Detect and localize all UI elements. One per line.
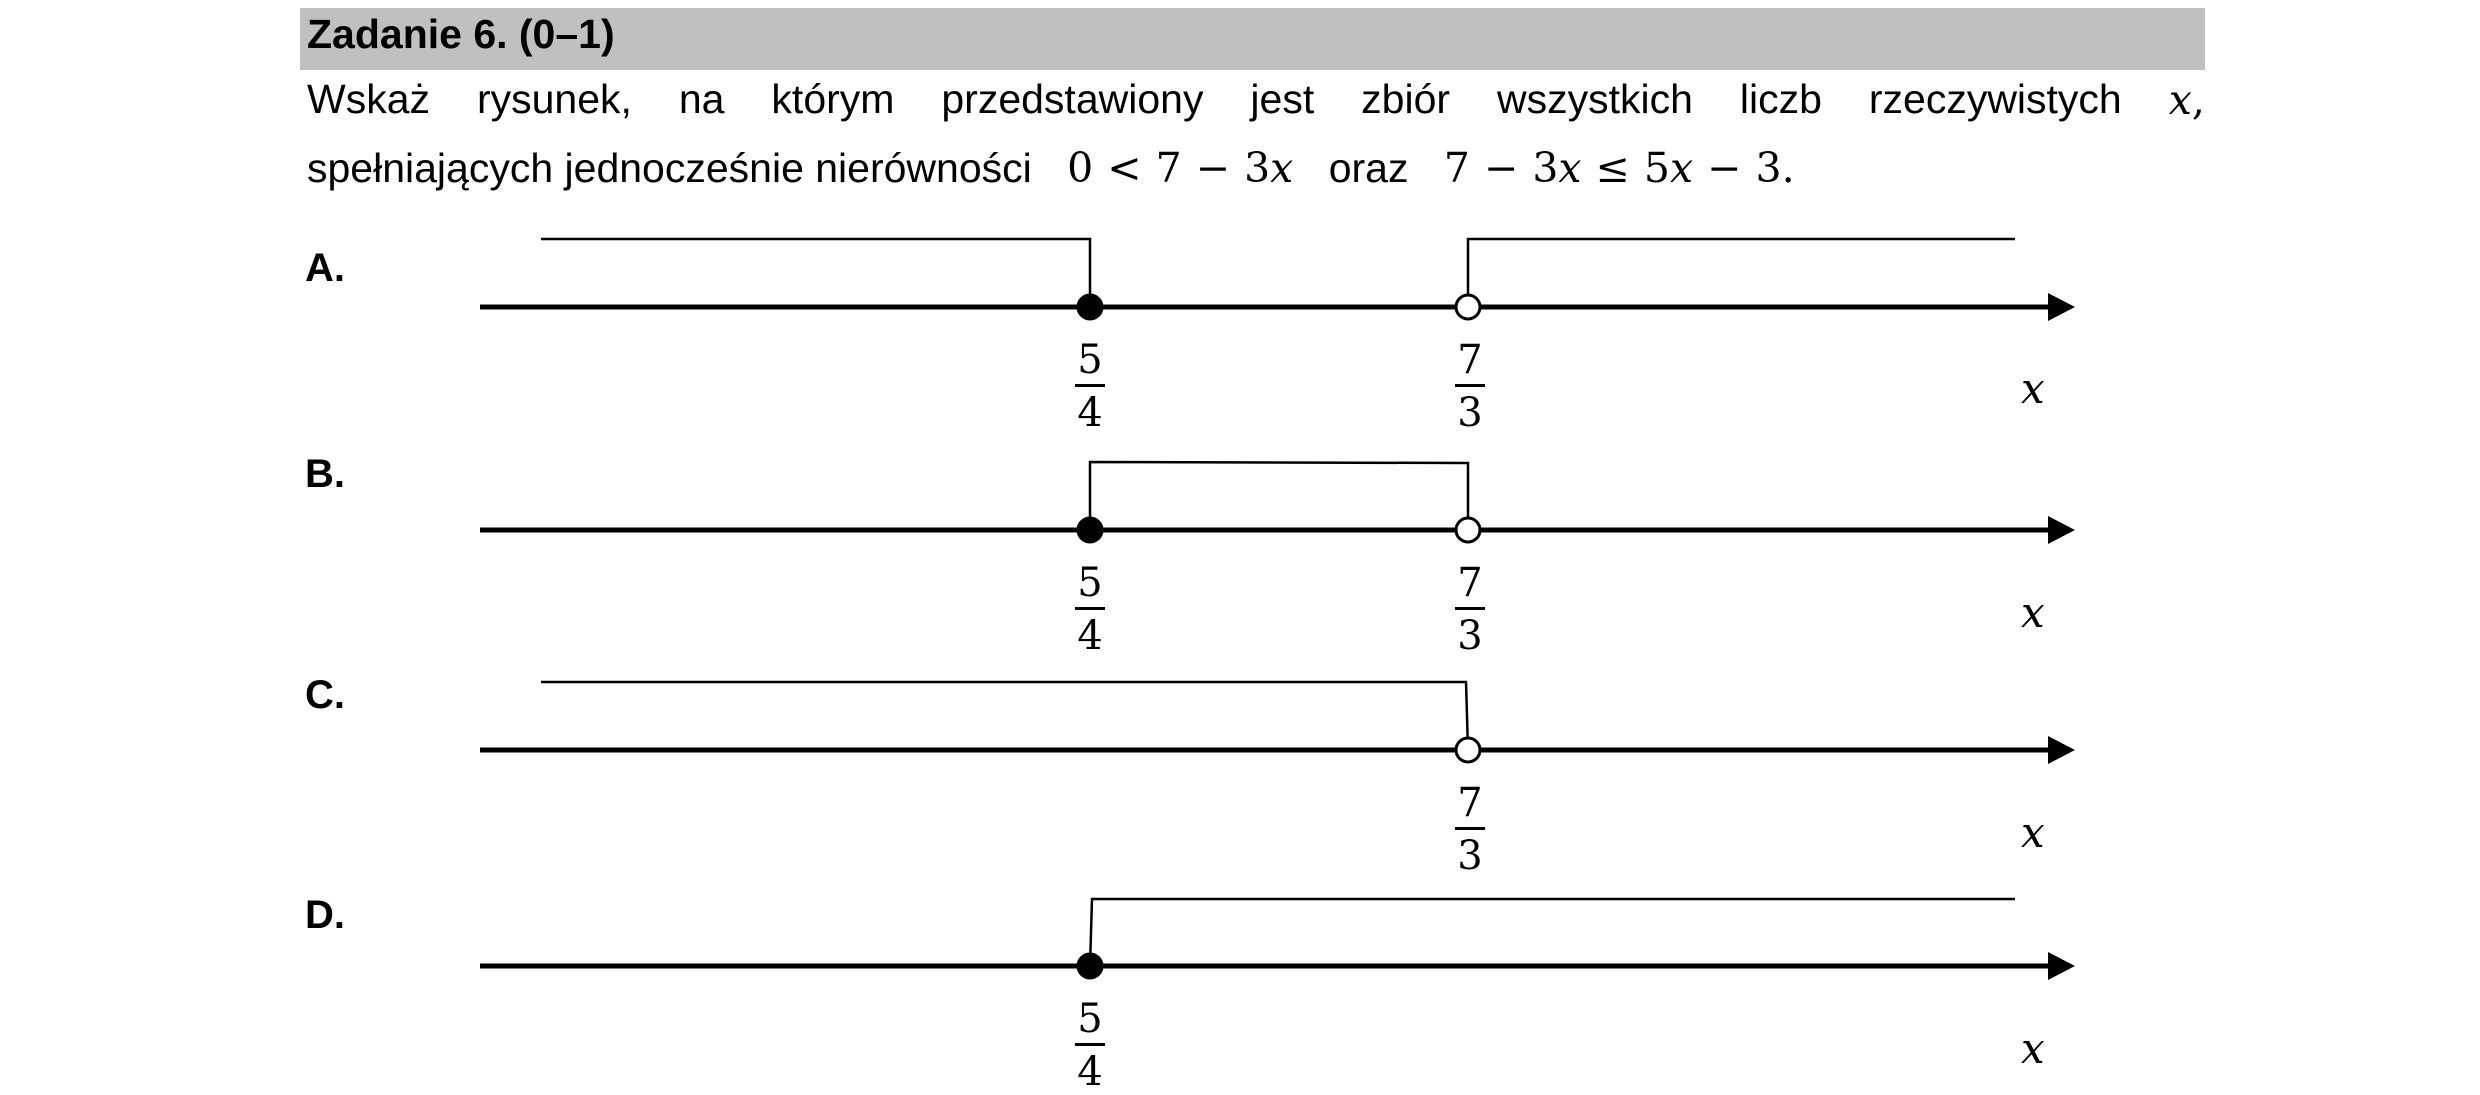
option-b-fraction-7-3 (1430, 561, 1510, 658)
inequality-1: 0 < 7 − 3x (1067, 144, 1294, 192)
option-b-fraction-5-4 (1050, 561, 1130, 658)
numerator: 5 (1077, 560, 1103, 606)
variable-x: x (2168, 76, 2192, 124)
denominator: 4 (1077, 613, 1103, 659)
word: przedstawiony (941, 76, 1204, 122)
open-point (1456, 518, 1480, 542)
denominator: 3 (1457, 390, 1483, 436)
fraction-bar (1075, 607, 1105, 610)
interval-bracket-right (1468, 239, 2015, 307)
option-b-label[interactable]: B. (305, 452, 345, 496)
option-b-number-line (480, 462, 2075, 544)
word: zbiór (1361, 76, 1451, 122)
word: jest (1250, 76, 1315, 122)
fraction-bar (1455, 607, 1485, 610)
numerator: 7 (1457, 780, 1483, 826)
denominator: 3 (1457, 613, 1483, 659)
denominator: 4 (1077, 1049, 1103, 1095)
interval-bracket (1090, 462, 1468, 530)
filled-point (1078, 954, 1102, 978)
option-a-label[interactable]: A. (305, 246, 345, 290)
open-point (1456, 295, 1480, 319)
fraction-bar (1455, 384, 1485, 387)
comma: , (2191, 76, 2205, 124)
word: rzeczywistych (1868, 76, 2122, 122)
task-title: Zadanie 6. (0–1) (307, 11, 615, 57)
option-d-fraction-5-4 (1050, 997, 1130, 1094)
filled-point (1078, 518, 1102, 542)
axis-arrow (2048, 293, 2075, 321)
word: wszystkich (1497, 76, 1693, 122)
denominator: 4 (1077, 390, 1103, 436)
option-c-number-line (480, 682, 2075, 764)
line2-text: spełniających jednocześnie nierówności (307, 145, 1032, 191)
axis-arrow (2048, 736, 2075, 764)
filled-point (1078, 295, 1102, 319)
numerator: 5 (1077, 996, 1103, 1042)
open-point (1456, 738, 1480, 762)
fraction-bar (1075, 384, 1105, 387)
fraction-bar (1075, 1043, 1105, 1046)
inequality-2: 7 − 3x ≤ 5x − 3. (1443, 144, 1795, 192)
option-a-fraction-7-3 (1430, 338, 1510, 435)
option-b-axis-label: x (2021, 588, 2045, 637)
word: rysunek, (476, 76, 632, 122)
interval-bracket-left (541, 239, 1090, 307)
option-d-axis-label: x (2021, 1024, 2045, 1073)
denominator: 3 (1457, 833, 1483, 879)
option-c-axis-label: x (2021, 808, 2045, 857)
axis-arrow (2048, 952, 2075, 980)
option-a-fraction-5-4 (1050, 338, 1130, 435)
numerator: 7 (1457, 337, 1483, 383)
option-c-fraction-7-3 (1430, 781, 1510, 878)
interval-bracket (541, 682, 1468, 750)
word: którym (771, 76, 895, 122)
option-d-label[interactable]: D. (305, 893, 345, 937)
option-d-number-line (480, 899, 2075, 980)
option-a-axis-label: x (2021, 364, 2045, 413)
fraction-bar (1455, 827, 1485, 830)
numerator: 5 (1077, 337, 1103, 383)
word: liczb (1739, 76, 1822, 122)
option-c-label[interactable]: C. (305, 673, 345, 717)
axis-arrow (2048, 516, 2075, 544)
word: Wskaż (307, 76, 430, 122)
conjunction: oraz (1328, 145, 1409, 191)
word: na (678, 76, 725, 122)
numerator: 7 (1457, 560, 1483, 606)
interval-bracket (1090, 899, 2015, 966)
option-a-number-line (480, 239, 2075, 321)
